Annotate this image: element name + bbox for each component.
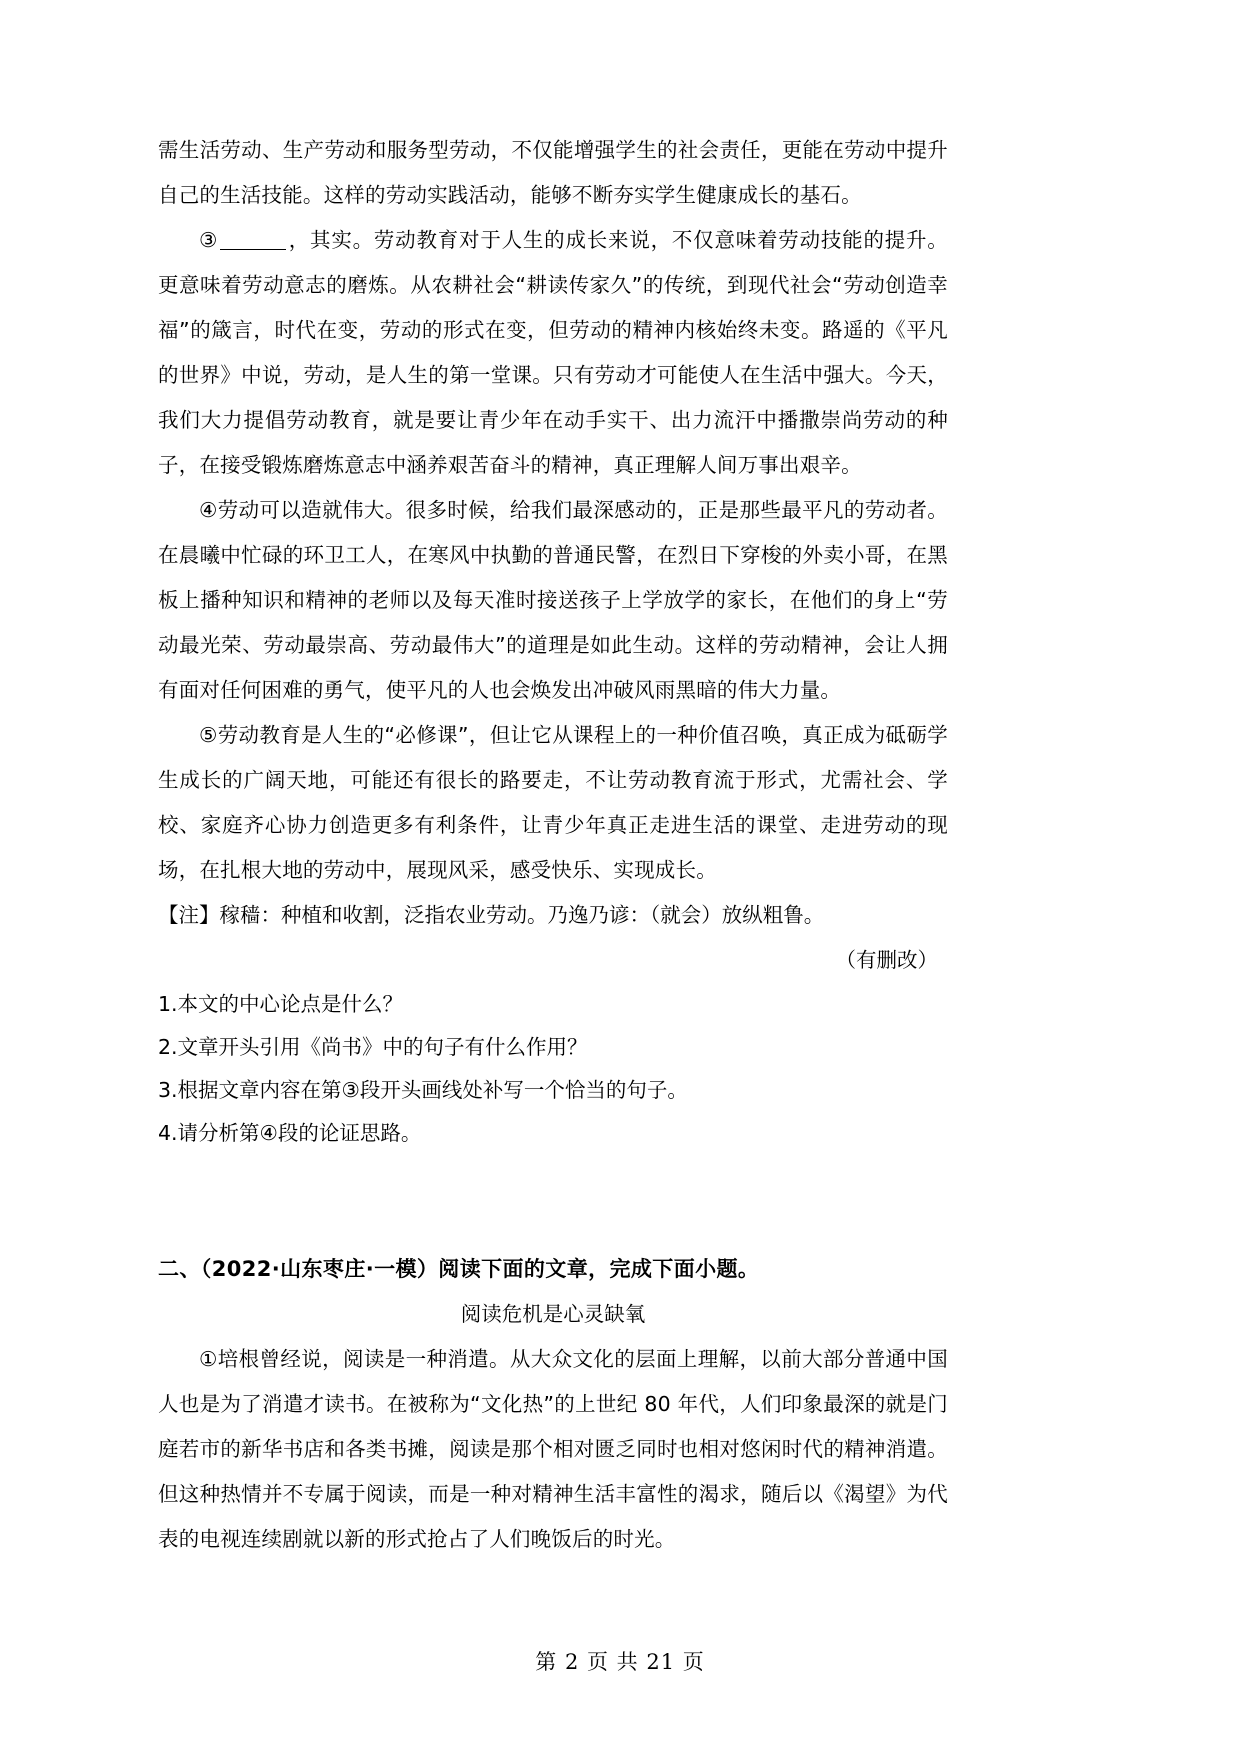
paragraph-3 — [158, 218, 948, 488]
article-title: 阅读危机是心灵缺氧 — [460, 1302, 646, 1326]
section-spacer — [158, 1155, 948, 1247]
question-list — [158, 983, 948, 1155]
question-item-4: 4.请分析第④段的论证思路。 — [158, 1121, 422, 1145]
question-item-3: 3.根据文章内容在第③段开头画线处补写一个恰当的句子。 — [158, 1078, 688, 1102]
fill-in-blank — [220, 249, 286, 250]
section-two-heading: 二、（2022·山东枣庄·一模）阅读下面的文章，完成下面小题。 — [158, 1257, 760, 1281]
page-content — [158, 128, 948, 1562]
paragraph-3-marker: ③ — [199, 228, 219, 252]
question-item-1: 1.本文的中心论点是什么？ — [158, 992, 404, 1016]
question-item-2: 2.文章开头引用《尚书》中的句子有什么作用？ — [158, 1035, 588, 1059]
paragraph-5: ⑤劳动教育是人生的“必修课”，但让它从课程上的一种价值召唤，真正成为砥砺学生成长的广阔天地，可能还有很长的路要走，不让劳动教育流于形式，尤需社会、学校、家庭齐心协力创造更多有利条件，让青少年真正走进生活的课堂、走进劳动的现场，在扎根大地的劳动中，展现风采，感受快乐、实现成长。 — [158, 723, 948, 882]
paragraph-3-text: ，其实。劳动教育对于人生的成长来说，不仅意味着劳动技能的提升。更意味着劳动意志的磨炼。从农耕社会“耕读传家久”的传统，到现代社会“劳动创造幸福”的箴言，时代在变，劳动的形式在变，但劳动的精神内核始终未变。路遥的《平凡的世界》中说，劳动，是人生的第一堂课。只有劳动才可能使人在生活中强大。今天，我们大力提倡劳动教育，就是要让青少年在动手实干、出力流汗中播撒崇尚劳动的种子，在接受锻炼磨炼意志中涵养艰苦奋斗的精神，真正理解人间万事出艰辛。 — [158, 228, 949, 477]
source-attribution: （有删改） — [835, 948, 938, 972]
paragraph-4: ④劳动可以造就伟大。很多时候，给我们最深感动的，正是那些最平凡的劳动者。在晨曦中忙碌的环卫工人，在寒风中执勤的普通民警，在烈日下穿梭的外卖小哥，在黑板上播种知识和精神的老师以及每天准时接送孩子上学放学的家长，在他们的身上“劳动最光荣、劳动最崇高、劳动最伟大”的道理是如此生动。这样的劳动精神，会让人拥有面对任何困难的勇气，使平凡的人也会焕发出冲破风雨黑暗的伟大力量。 — [158, 498, 948, 702]
page-footer: 第 2 页 共 21 页 — [535, 1650, 705, 1674]
passage-two-paragraph-1: ①培根曾经说，阅读是一种消遣。从大众文化的层面上理解，以前大部分普通中国人也是为了消遣才读书。在被称为“文化热”的上世纪 80 年代，人们印象最深的就是门庭若市的新华书店和各类书摊，阅读是那个相对匮乏同时也相对悠闲时代的精神消遣。但这种热情并不专属于阅读，而是一种对精神生活丰富性的渴求，随后以《渴望》为代表的电视连续剧就以新的形式抢占了人们晚饭后的时光。 — [158, 1347, 948, 1551]
paragraph-continuation: 需生活劳动、生产劳动和服务型劳动，不仅能增强学生的社会责任，更能在劳动中提升自己的生活技能。这样的劳动实践活动，能够不断夯实学生健康成长的基石。 — [158, 138, 948, 207]
annotation-note: 【注】稼穑：种植和收割，泛指农业劳动。乃逸乃谚：（就会）放纵粗鲁。 — [158, 903, 825, 927]
